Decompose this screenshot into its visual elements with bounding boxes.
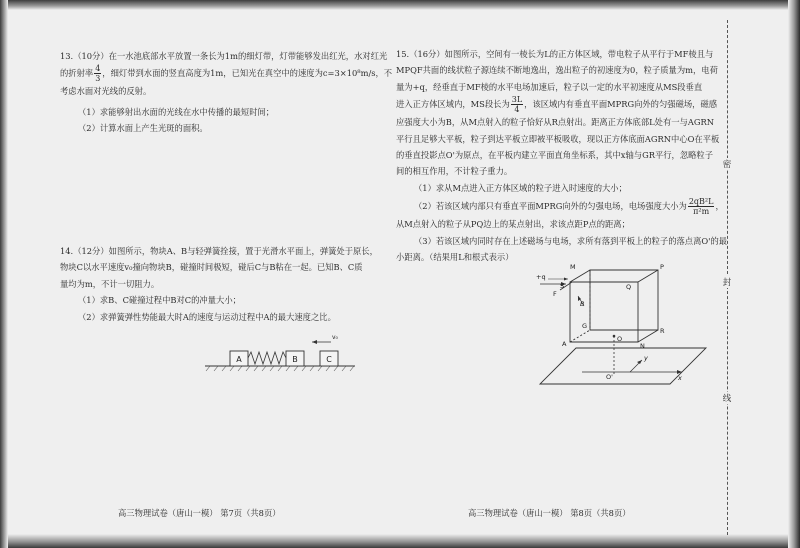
field-strength-fraction: $\frac{\text{2qB²L}}{\text{π²m}}$: [688, 197, 714, 217]
q13-line3: 考虑水面对光线的反射。: [60, 86, 152, 97]
block-c-label: C: [326, 355, 332, 364]
label-P: P: [660, 263, 664, 271]
q13-sub1: （1）求能够射出水面的光线在水中传播的最短时间；: [78, 106, 275, 117]
q15-sub3-cont: 小距离。（结果用L和根式表示）: [396, 252, 514, 263]
question-13: [60, 48, 392, 137]
label-M: M: [570, 263, 576, 271]
block-a-label: A: [236, 355, 242, 364]
block-b-label: B: [292, 355, 298, 364]
ms-length-fraction: $\frac{3L}{4}$: [511, 95, 523, 115]
seal-mark-1: 密: [722, 160, 732, 170]
q15-line7: 的垂直投影点O'为原点，在平板内建立平面直角坐标系，其中x轴与GR平行，忽略粒子: [396, 150, 714, 161]
label-F: F: [553, 290, 557, 298]
q13-sub2: （2）计算水面上产生光斑的面积。: [78, 123, 208, 134]
footer-page-8: 高三物理试卷（唐山一模） 第8页（共8页）: [468, 508, 631, 518]
q15-sub1: （1）求从M点进入正方体区域的粒子进入时速度的大小；: [414, 182, 627, 193]
q14-figure: [200, 330, 360, 375]
q13-line1: 13.（10分）在一水池底部水平放置一条长为1m的细灯带，灯带能够发出红光，水对红光: [60, 51, 388, 61]
question-15: [396, 46, 727, 265]
q15-line1: 15.（16分）如图所示，空间有一棱长为L的正方体区域，带电粒子从平行于MF棱且与: [396, 49, 714, 59]
label-G: G: [582, 322, 588, 330]
label-R: R: [660, 327, 665, 335]
seal-line: [718, 0, 738, 548]
q15-line5: 应强度大小为B，从M点射入的粒子恰好从R点射出。距离正方体底部L处有一与AGRN: [396, 117, 714, 128]
label-A: A: [562, 340, 567, 348]
charge-label: +q: [536, 273, 546, 281]
label-O: O: [617, 335, 623, 343]
label-y: y: [644, 354, 648, 362]
q15-line2: MPQF共面的线状粒子源连续不断地逸出，逸出粒子的初速度为0，粒子质量为m，电荷: [396, 65, 718, 76]
cube-back-face: [590, 270, 658, 330]
q15-figure: [520, 262, 720, 397]
q15-sub3: （3）若该区域内同时存在上述磁场与电场，求所有落到平板上的粒子的落点离O'的最: [414, 235, 728, 246]
q14-line1: 14.（12分）如图所示，物块A、B与轻弹簧拴接，置于光滑水平面上，弹簧处于原长，: [60, 246, 378, 256]
q13-line2: 的折射率 $\frac{4}{3}$ ，细灯带到水面的竖直高度为1m，已知光在真空中的速度为c=3×10⁸m/s，不: [60, 64, 393, 84]
q15-sub2: （2）若该区域内部只有垂直平面MPRG向外的匀强电场，电场强度大小为 $\frac{\text{2qB²L}}{\text{π²m}}$ ，: [414, 197, 724, 217]
label-B: B: [580, 300, 585, 308]
question-14: [60, 243, 378, 325]
q14-line3: 量均为m，不计一切阻力。: [60, 278, 160, 289]
label-N: N: [640, 342, 645, 350]
label-O-prime: O': [606, 373, 613, 381]
label-x: x: [678, 374, 682, 382]
q15-sub2-cont: 从M点射入的粒子从PQ边上的某点射出，求该点距P点的距离；: [396, 219, 630, 230]
q15-line8: 间的相互作用，不计粒子重力。: [396, 166, 513, 177]
spring: [248, 352, 286, 364]
cube-front-face: [570, 282, 638, 342]
seal-mark-3: 线: [722, 394, 732, 404]
q15-line4: 进入正方体区域内，MS段长为 $\frac{3L}{4}$ ，该区域内有垂直平面MPRG向外的匀强磁场，磁感: [396, 95, 718, 115]
page-7: [0, 0, 393, 548]
q15-line3: 量为+q，经垂直于MF棱的水平电场加速后，粒子以一定的水平初速度从MS段垂直: [396, 81, 703, 92]
q14-sub1: （1）求B、C碰撞过程中B对C的冲量大小；: [78, 295, 241, 306]
q14-line2: 物块C以水平速度v₀撞向物块B，碰撞时间极短，碰后C与B粘在一起。已知B、C质: [60, 262, 363, 273]
footer-page-7: 高三物理试卷（唐山一模） 第7页（共8页）: [118, 508, 281, 518]
q14-sub2: （2）求弹簧弹性势能最大时A的速度与运动过程中A的最大速度之比。: [78, 311, 336, 322]
label-S: S: [560, 282, 565, 290]
seal-mark-2: 封: [722, 278, 732, 288]
refractive-index-fraction: $\frac{4}{3}$: [95, 64, 101, 84]
label-Q: Q: [626, 283, 632, 291]
q15-line6: 平行且足够大平板，粒子到达平板立即被平板吸收，现以正方体底面AGRN中心O在平板: [396, 133, 720, 144]
velocity-label: v₀: [332, 334, 338, 341]
